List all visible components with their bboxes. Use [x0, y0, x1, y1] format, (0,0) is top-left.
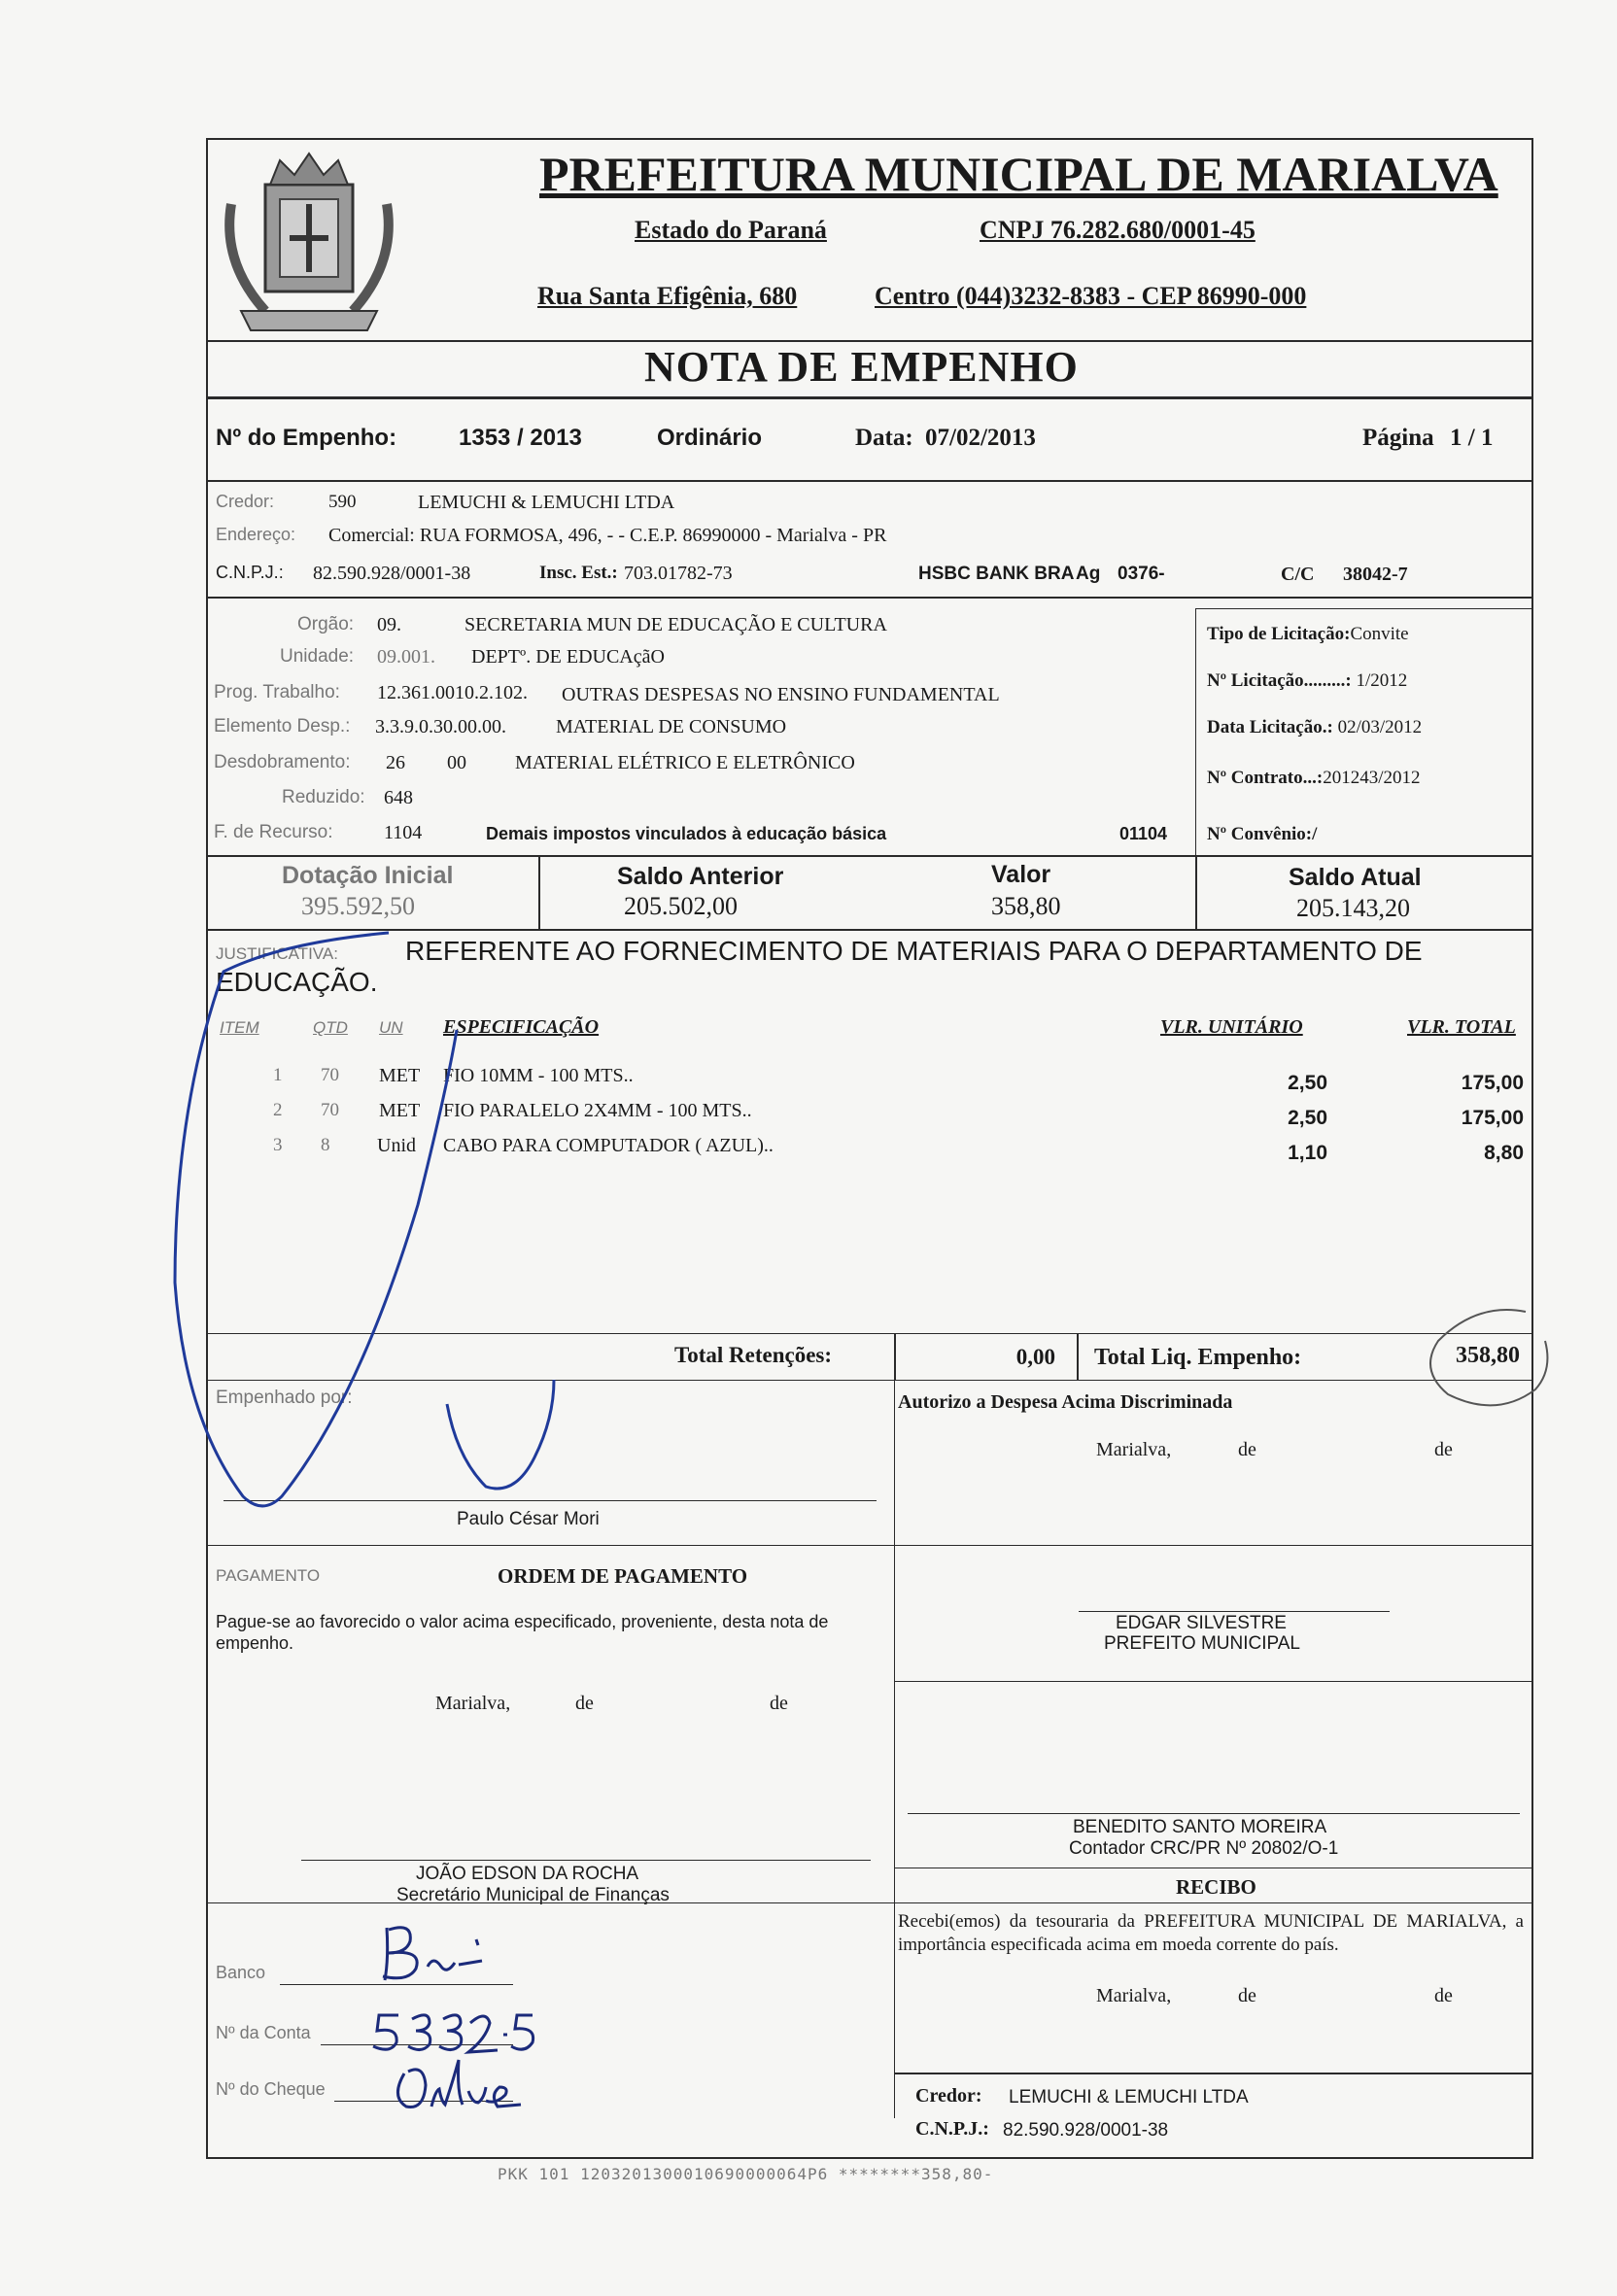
row-item: 1 — [273, 1065, 283, 1085]
empenho-type: Ordinário — [657, 425, 763, 451]
recibo-cnpj: 82.590.928/0001-38 — [1003, 2120, 1169, 2141]
row-un: Unid — [377, 1135, 416, 1156]
cc-value: 38042-7 — [1343, 564, 1408, 585]
agency-value: 0376- — [1118, 564, 1165, 584]
credor-address: Comercial: RUA FORMOSA, 496, - - C.E.P. 86990000 - Marialva - PR — [328, 525, 887, 546]
page-title: PREFEITURA MUNICIPAL DE MARIALVA — [539, 147, 1498, 201]
prefeito-name: EDGAR SILVESTRE — [1116, 1613, 1287, 1633]
valor-label: Valor — [991, 861, 1051, 888]
licitacao-type-key: Tipo de Licitação: — [1207, 624, 1351, 644]
col-un: UN — [379, 1018, 403, 1037]
row-vlr-total: 8,80 — [1484, 1142, 1524, 1164]
saldo-atual-label: Saldo Atual — [1289, 864, 1422, 891]
ordem-pagamento-title: ORDEM DE PAGAMENTO — [498, 1564, 748, 1588]
row-item: 3 — [273, 1135, 283, 1155]
row-un: MET — [379, 1100, 421, 1121]
licitacao-date-label — [1207, 717, 1422, 738]
signature-line — [301, 1860, 871, 1861]
prog-name: OUTRAS DESPESAS NO ENSINO FUNDAMENTAL — [562, 684, 1000, 705]
doc-title: NOTA DE EMPENHO — [644, 343, 1079, 391]
desdobramento-sub: 00 — [447, 752, 466, 773]
divider — [206, 855, 1533, 857]
convenio-label: Nº Convênio:/ — [1207, 824, 1318, 844]
contador-role: Contador CRC/PR Nº 20802/O-1 — [1069, 1838, 1339, 1859]
pagamento-de2: de — [770, 1693, 788, 1714]
divider — [894, 2073, 1533, 2074]
credor-label: Credor: — [216, 492, 275, 511]
empenho-date: 07/02/2013 — [925, 425, 1036, 451]
saldo-atual-value: 205.143,20 — [1296, 894, 1410, 922]
justificativa-label: JUSTIFICATIVA: — [216, 944, 338, 963]
banco-label: Banco — [216, 1963, 266, 1982]
autorizo-de2: de — [1434, 1439, 1453, 1460]
contador-name: BENEDITO SANTO MOREIRA — [1073, 1817, 1327, 1837]
conta-label: Nº da Conta — [216, 2023, 311, 2042]
col-qtd: QTD — [313, 1018, 348, 1037]
row-item: 2 — [273, 1100, 283, 1120]
divider — [206, 396, 1533, 399]
row-vlr-unitario: 1,10 — [1288, 1142, 1327, 1164]
licitacao-number-value: 1/2012 — [1356, 670, 1408, 691]
divider — [206, 1902, 1533, 1903]
contrato-value: 201243/2012 — [1323, 768, 1421, 788]
liq-empenho-value: 358,80 — [1456, 1343, 1520, 1368]
col-vlr-total: VLR. TOTAL — [1407, 1016, 1516, 1038]
signature-line — [1079, 1611, 1390, 1612]
secretario-role: Secretário Municipal de Finanças — [396, 1885, 670, 1905]
row-especificacao: CABO PARA COMPUTADOR ( AZUL).. — [443, 1135, 774, 1156]
col-item: ITEM — [220, 1018, 259, 1037]
unidade-name: DEPTº. DE EDUCAçãO — [471, 646, 665, 668]
row-especificacao: FIO PARALELO 2X4MM - 100 MTS.. — [443, 1100, 752, 1121]
dotacao-value: 395.592,50 — [301, 892, 415, 920]
desdobramento-label: Desdobramento: — [214, 752, 351, 772]
empenho-label: Nº do Empenho: — [216, 425, 397, 451]
pagamento-city: Marialva, — [435, 1693, 511, 1714]
cheque-label: Nº do Cheque — [216, 2079, 326, 2099]
insc-label: Insc. Est.: — [539, 563, 618, 583]
reduzido-label: Reduzido: — [282, 787, 365, 807]
divider — [1195, 855, 1197, 929]
divider — [206, 597, 1533, 599]
divider — [894, 1681, 1533, 1682]
licitacao-type-value: Convite — [1350, 624, 1409, 644]
orgao-name: SECRETARIA MUN DE EDUCAÇÃO E CULTURA — [464, 614, 887, 635]
dotacao-label: Dotação Inicial — [282, 862, 454, 889]
licitacao-date-value: 02/03/2012 — [1337, 717, 1423, 737]
saldo-anterior-value: 205.502,00 — [624, 892, 738, 920]
contrato-label — [1207, 768, 1420, 789]
row-vlr-unitario: 2,50 — [1288, 1107, 1327, 1129]
desdobramento-code: 26 — [386, 752, 405, 773]
autorizo-city: Marialva, — [1096, 1439, 1172, 1460]
empenho-date-label: Data: — [855, 425, 913, 451]
row-vlr-total: 175,00 — [1461, 1072, 1524, 1094]
credor-cnpj-label: C.N.P.J.: — [216, 563, 284, 582]
address-label: Rua Santa Efigênia, 680 — [537, 282, 798, 310]
handwriting-banco-icon — [369, 1920, 505, 1988]
divider — [894, 1380, 895, 2118]
pen-check-mark-icon — [165, 913, 709, 1535]
coat-of-arms-icon — [212, 146, 406, 340]
recibo-de1: de — [1238, 1985, 1256, 2006]
page-label: Página — [1362, 425, 1434, 451]
row-un: MET — [379, 1065, 421, 1086]
prog-code: 12.361.0010.2.102. — [377, 682, 528, 703]
recurso-number: 01104 — [1119, 824, 1168, 843]
unidade-code: 09.001. — [377, 646, 435, 668]
recibo-text: Recebi(emos) da tesouraria da PREFEITURA MUNICIPAL DE MARIALVA, a importância especificada acima em moeda corrente do país. — [898, 1911, 1524, 1955]
licitacao-number-key: Nº Licitação.........: — [1207, 670, 1352, 691]
orgao-label: Orgão: — [297, 614, 355, 634]
secretario-name: JOÃO EDSON DA ROCHA — [416, 1864, 639, 1884]
recurso-name: Demais impostos vinculados à educação básica — [486, 824, 887, 843]
address-field-label: Endereço: — [216, 525, 296, 544]
agency-label: Ag — [1076, 564, 1101, 584]
recurso-code: 1104 — [384, 822, 423, 843]
insc-value: 703.01782-73 — [624, 563, 733, 584]
recurso-label: F. de Recurso: — [214, 822, 333, 842]
empenhado-label: Empenhado por: — [216, 1388, 353, 1408]
prefeito-role: PREFEITO MUNICIPAL — [1104, 1633, 1300, 1654]
state-label: Estado do Paraná — [635, 216, 827, 244]
recibo-credor: LEMUCHI & LEMUCHI LTDA — [1009, 2087, 1249, 2108]
licitacao-type-label — [1207, 624, 1409, 645]
valor-value: 358,80 — [991, 892, 1061, 920]
pagamento-label: PAGAMENTO — [216, 1566, 321, 1585]
orgao-code: 09. — [377, 614, 401, 635]
reduzido-value: 648 — [384, 787, 413, 808]
recibo-title: RECIBO — [1176, 1875, 1256, 1899]
saldo-anterior-label: Saldo Anterior — [617, 863, 784, 890]
empenhado-signer: Paulo César Mori — [457, 1509, 600, 1529]
barcode-text: PKK 101 1203201300010690000064P6 ********358,80- — [498, 2165, 994, 2183]
pen-circle-icon — [1380, 1302, 1555, 1428]
signature-line — [908, 1813, 1520, 1814]
retencoes-value: 0,00 — [1015, 1345, 1055, 1369]
licitacao-date-key: Data Licitação.: — [1207, 717, 1333, 737]
col-especificacao: ESPECIFICAÇÃO — [443, 1016, 600, 1038]
recibo-credor-label: Credor: — [915, 2085, 982, 2107]
recibo-cnpj-label: C.N.P.J.: — [915, 2118, 989, 2140]
elemento-code: 3.3.9.0.30.00.00. — [375, 716, 506, 737]
recibo-de2: de — [1434, 1985, 1453, 2006]
handwriting-conta-icon — [369, 2002, 544, 2060]
divider — [1077, 1333, 1079, 1380]
pagamento-text: Pague-se ao favorecido o valor acima especificado, proveniente, desta nota de empenho. — [216, 1612, 829, 1653]
licitacao-number-label — [1207, 670, 1407, 692]
row-especificacao: FIO 10MM - 100 MTS.. — [443, 1065, 634, 1086]
bank-name: HSBC BANK BRA — [918, 564, 1075, 584]
row-vlr-total: 175,00 — [1461, 1107, 1524, 1129]
contrato-key: Nº Contrato...: — [1207, 768, 1324, 788]
credor-name: LEMUCHI & LEMUCHI LTDA — [418, 492, 675, 513]
unidade-label: Unidade: — [280, 646, 355, 667]
empenho-number: 1353 / 2013 — [459, 425, 582, 451]
row-qtd: 70 — [321, 1100, 339, 1120]
row-vlr-unitario: 2,50 — [1288, 1072, 1327, 1094]
desdobramento-name: MATERIAL ELÉTRICO E ELETRÔNICO — [515, 752, 855, 773]
row-qtd: 8 — [321, 1135, 330, 1155]
elemento-name: MATERIAL DE CONSUMO — [556, 716, 787, 737]
page-number: 1 / 1 — [1450, 425, 1494, 451]
col-vlr-unitario: VLR. UNITÁRIO — [1160, 1016, 1303, 1038]
prog-label: Prog. Trabalho: — [214, 682, 340, 703]
credor-code: 590 — [328, 492, 357, 512]
pagamento-de1: de — [575, 1693, 594, 1714]
retencoes-label: Total Retenções: — [674, 1343, 833, 1367]
autorizo-de1: de — [1238, 1439, 1256, 1460]
contact-label: Centro (044)3232-8383 - CEP 86990-000 — [875, 282, 1307, 310]
elemento-label: Elemento Desp.: — [214, 716, 351, 737]
divider — [206, 1545, 1533, 1546]
recibo-city: Marialva, — [1096, 1985, 1172, 2006]
divider — [206, 480, 1533, 482]
autorizo-title: Autorizo a Despesa Acima Discriminada — [898, 1391, 1233, 1413]
credor-cnpj: 82.590.928/0001-38 — [313, 563, 471, 584]
cc-label: C/C — [1281, 564, 1315, 585]
justificativa-text: REFERENTE AO FORNECIMENTO DE MATERIAIS PARA O DEPARTAMENTO DE EDUCAÇÃO. — [216, 936, 1423, 997]
cnpj-label: CNPJ 76.282.680/0001-45 — [980, 216, 1256, 244]
liq-empenho-label: Total Liq. Empenho: — [1094, 1345, 1302, 1370]
handwriting-cheque-icon — [385, 2052, 531, 2120]
divider — [894, 1333, 896, 1380]
row-qtd: 70 — [321, 1065, 339, 1085]
